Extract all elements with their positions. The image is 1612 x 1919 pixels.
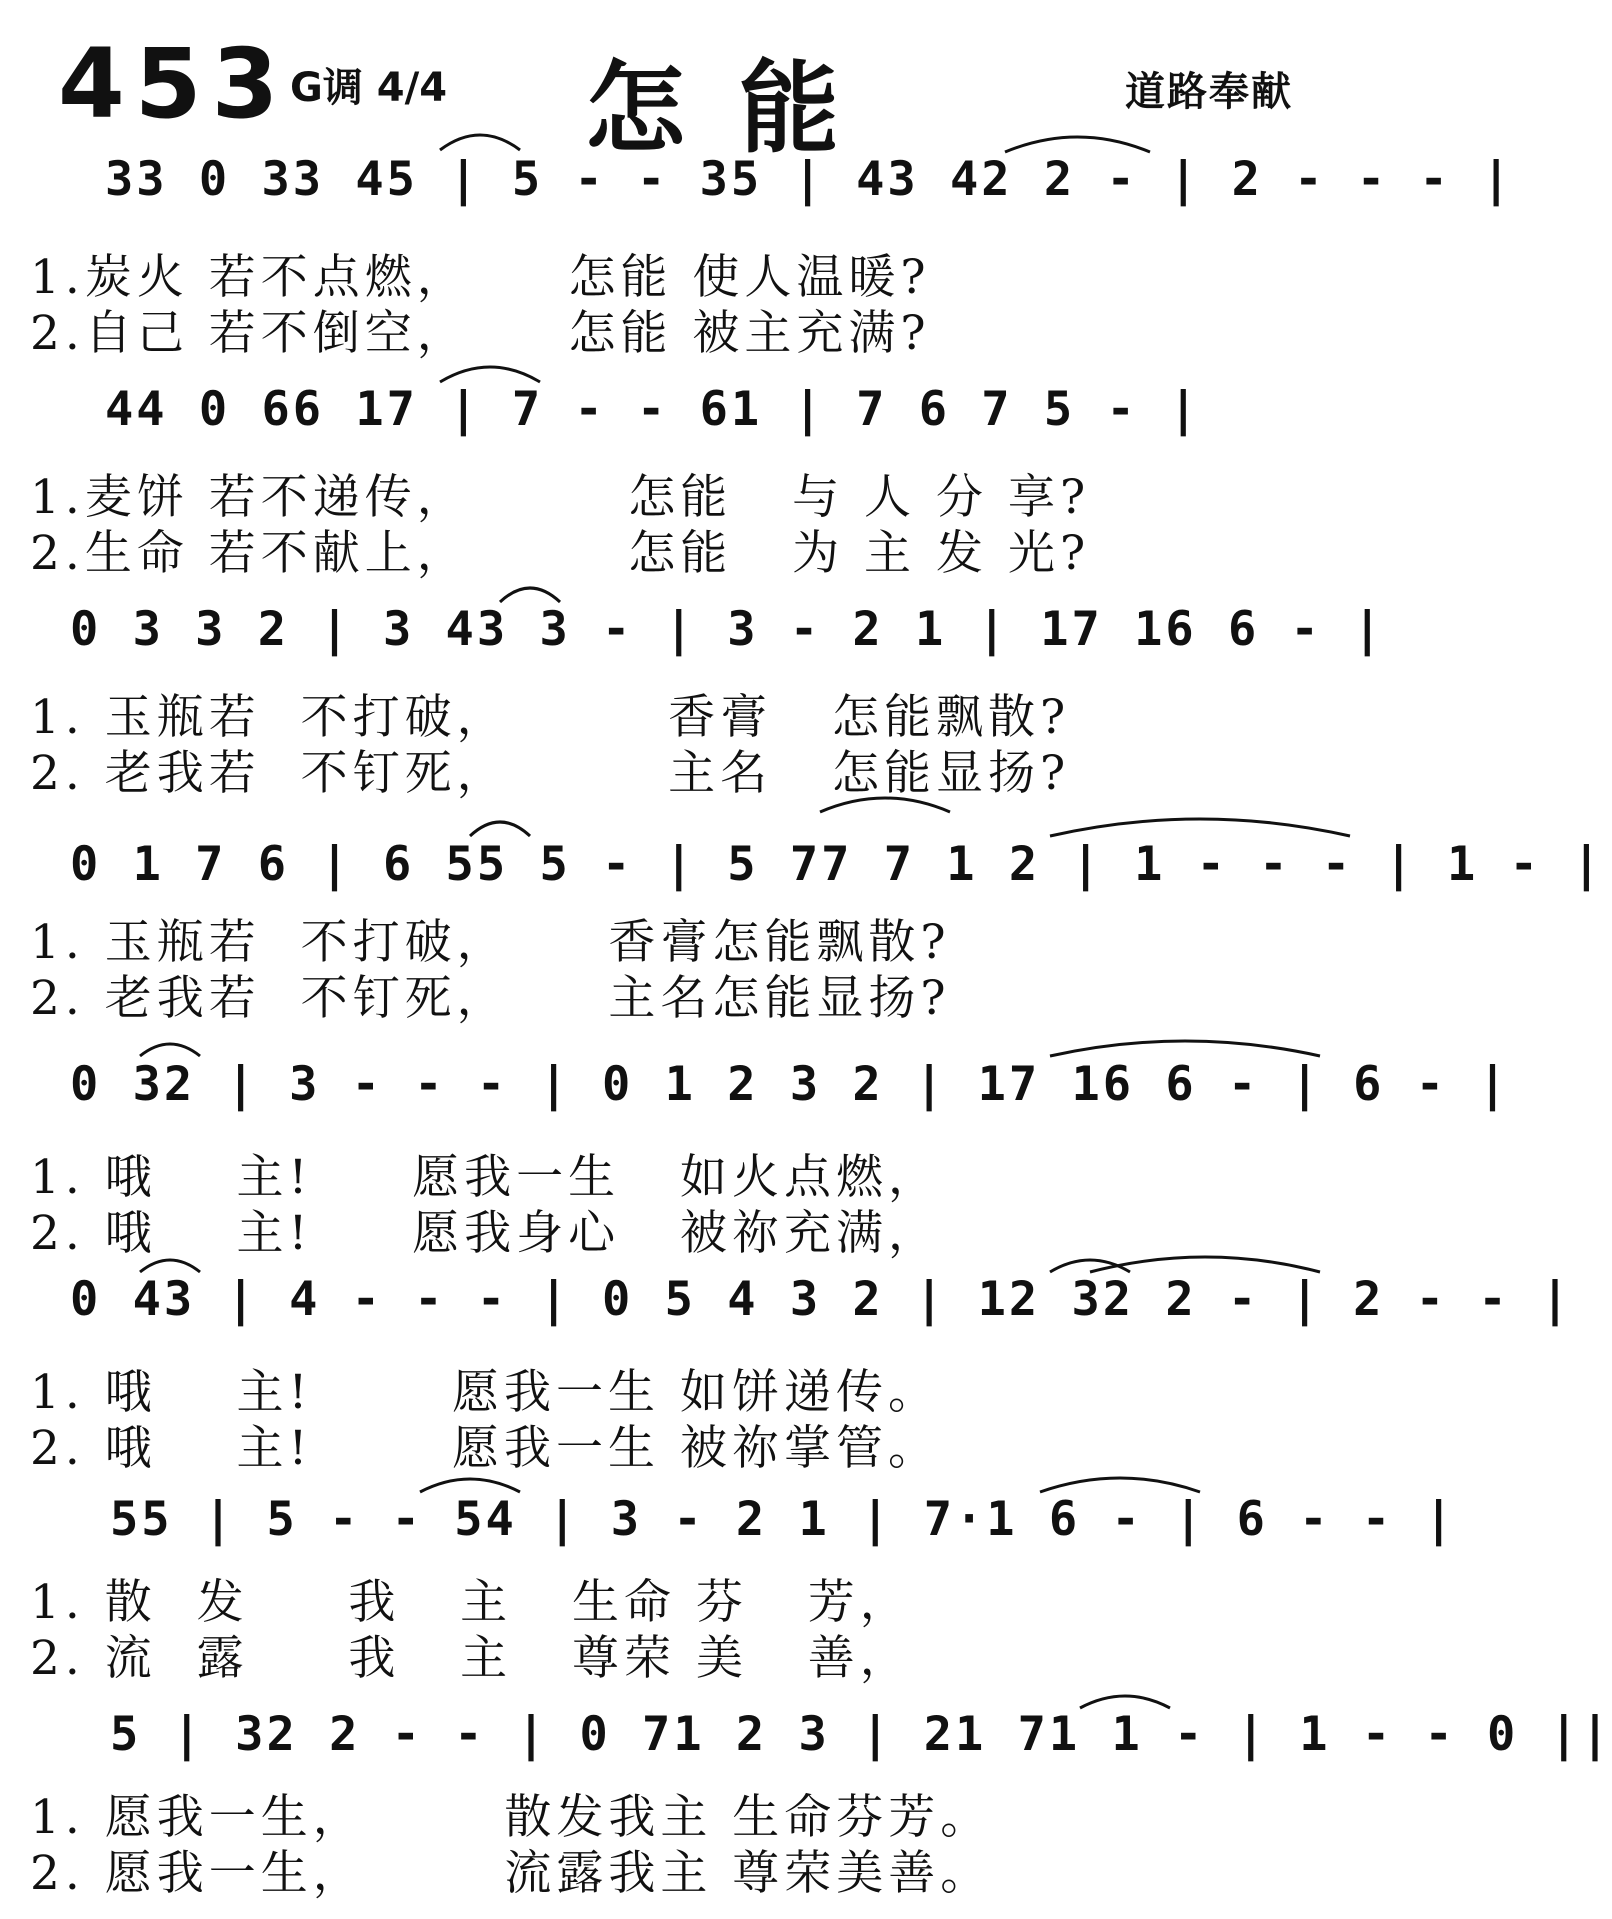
lyric-line-verse-1: 1. 哦 主! 愿我一生 如火点燃， — [30, 1150, 940, 1205]
notation-line: 0 1 7 6 | 6 55 5 - | 5 77 7 1 2 | 1 - - - | 1 - | — [70, 837, 1604, 892]
hymn-number: 453 — [58, 28, 289, 140]
notation-line: 5 | 32 2 - - | 0 71 2 3 | 21 71 1 - | 1 - - 0 || — [110, 1707, 1612, 1762]
lyric-line-verse-1: 1. 哦 主! 愿我一生 如饼递传。 — [30, 1365, 940, 1420]
lyric-line-verse-2: 2. 愿我一生， 流露我主 尊荣美善。 — [30, 1846, 993, 1901]
lyric-line-verse-2: 2. 老我若 不钉死， 主名 怎能显扬? — [30, 746, 1071, 801]
lyric-line-verse-2: 2.自己 若不倒空， 怎能 被主充满? — [30, 306, 931, 361]
song-title: 怎能 — [585, 49, 893, 167]
lyric-line-verse-2: 2. 老我若 不钉死， 主名怎能显扬? — [30, 971, 951, 1026]
lyric-line-verse-2: 2. 流 露 我 主 尊荣 美 善， — [30, 1631, 912, 1686]
lyric-line-verse-1: 1.麦饼 若不递传， 怎能 与 人 分 享? — [30, 470, 1091, 525]
lyric-line-verse-2: 2. 哦 主! 愿我身心 被祢充满， — [30, 1206, 940, 1261]
author-credit: 道路奉献 — [1125, 69, 1293, 115]
notation-line: 0 3 3 2 | 3 43 3 - | 3 - 2 1 | 17 16 6 - | — [70, 602, 1385, 657]
notation-line: 55 | 5 - - 54 | 3 - 2 1 | 7·1 6 - | 6 - - | — [110, 1492, 1456, 1547]
slur-arc — [1050, 1041, 1320, 1056]
notation-line: 0 43 | 4 - - - | 0 5 4 3 2 | 12 32 2 - | 2 - - | — [70, 1272, 1573, 1327]
slur-arc — [470, 822, 530, 836]
notation-line: 44 0 66 17 | 7 - - 61 | 7 6 7 5 - | — [105, 382, 1201, 437]
lyric-line-verse-1: 1. 玉瓶若 不打破， 香膏怎能飘散? — [30, 915, 951, 970]
key-and-meter: G调 4/4 — [290, 65, 448, 111]
notation-line: 33 0 33 45 | 5 - - 35 | 43 42 2 - | 2 - - - | — [105, 152, 1514, 207]
lyric-line-verse-1: 1. 玉瓶若 不打破， 香膏 怎能飘散? — [30, 690, 1071, 745]
lyric-line-verse-2: 2.生命 若不献上， 怎能 为 主 发 光? — [30, 526, 1091, 581]
lyric-line-verse-1: 1.炭火 若不点燃， 怎能 使人温暖? — [30, 250, 931, 305]
notation-line: 0 32 | 3 - - - | 0 1 2 3 2 | 17 16 6 - | 6 - | — [70, 1057, 1510, 1112]
slur-arc — [440, 135, 520, 150]
slur-arc — [1050, 819, 1350, 836]
lyric-line-verse-1: 1. 愿我一生， 散发我主 生命芬芳。 — [30, 1790, 993, 1845]
lyric-line-verse-1: 1. 散 发 我 主 生命 芬 芳， — [30, 1575, 912, 1630]
lyric-line-verse-2: 2. 哦 主! 愿我一生 被祢掌管。 — [30, 1421, 940, 1476]
